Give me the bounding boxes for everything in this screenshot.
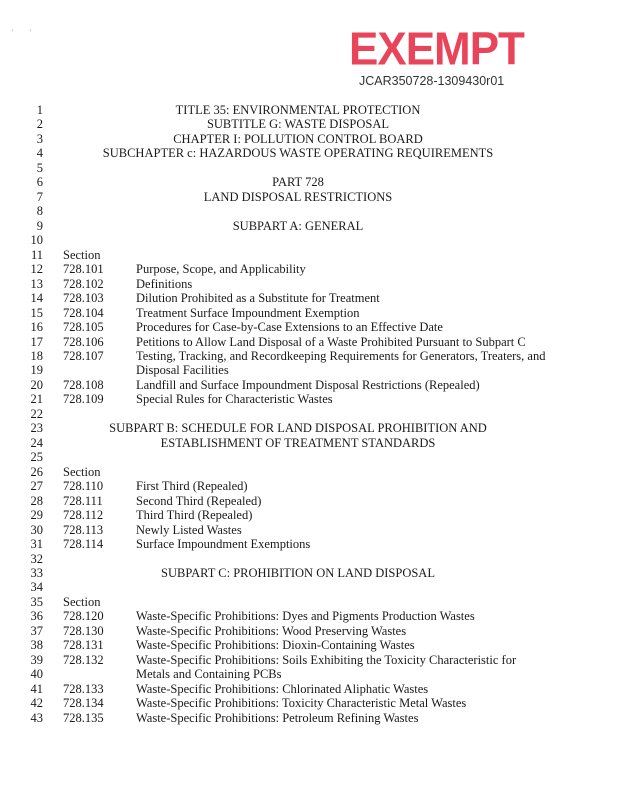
document-line: [0, 580, 618, 594]
document-line: [0, 624, 618, 638]
heading-text: SUBCHAPTER c: HAZARDOUS WASTE OPERATING REQUIREMENTS: [102, 146, 494, 161]
line-number: 18: [30, 348, 43, 363]
line-number: 22: [30, 406, 43, 421]
line-number: 8: [36, 204, 43, 219]
line-number: 2: [36, 117, 43, 132]
line-number: 41: [30, 681, 43, 696]
line-number: 30: [30, 522, 43, 537]
section-description: Waste-Specific Prohibitions: Dyes and Pigments Production Wastes: [136, 609, 475, 624]
section-description: Waste-Specific Prohibitions: Dioxin-Containing Wastes: [136, 638, 415, 653]
heading-text: SUBPART A: GENERAL: [232, 218, 364, 233]
document-line: [0, 421, 618, 435]
document-line: [0, 349, 618, 363]
section-number: 728.111: [63, 493, 103, 508]
document-line: [0, 696, 618, 710]
section-description: Waste-Specific Prohibitions: Toxicity Characteristic Metal Wastes: [136, 696, 467, 711]
document-line: [0, 248, 618, 262]
document-line: [0, 233, 618, 247]
document-line: [0, 508, 618, 522]
document-line: [0, 146, 618, 160]
section-description: Special Rules for Characteristic Wastes: [136, 392, 333, 407]
line-number: 42: [30, 696, 43, 711]
section-number: 728.104: [63, 305, 104, 320]
document-line: [0, 566, 618, 580]
section-description: Purpose, Scope, and Applicability: [136, 262, 306, 277]
section-description: Second Third (Repealed): [136, 493, 262, 508]
section-description: Waste-Specific Prohibitions: Soils Exhibiting the Toxicity Characteristic for: [136, 652, 517, 667]
line-number: 36: [30, 609, 43, 624]
section-number: 728.103: [63, 291, 104, 306]
line-number: 15: [30, 305, 43, 320]
document-line: [0, 638, 618, 652]
section-number: 728.105: [63, 320, 104, 335]
document-body: [0, 103, 618, 725]
section-number: 728.106: [63, 334, 104, 349]
section-description: Surface Impoundment Exemptions: [136, 537, 311, 552]
section-description: First Third (Repealed): [136, 479, 248, 494]
section-description: Petitions to Allow Land Disposal of a Waste Prohibited Pursuant to Subpart C: [136, 334, 526, 349]
document-line: [0, 436, 618, 450]
section-number: 728.113: [63, 522, 104, 537]
document-line: [0, 132, 618, 146]
section-number: 728.131: [63, 638, 104, 653]
document-line: [0, 306, 618, 320]
section-number: 728.132: [63, 652, 104, 667]
section-number: 728.134: [63, 696, 104, 711]
line-number: 10: [30, 233, 43, 248]
section-number: 728.112: [63, 508, 104, 523]
section-number: Section: [63, 247, 101, 262]
line-number: 7: [36, 189, 43, 204]
heading-text: TITLE 35: ENVIRONMENTAL PROTECTION: [175, 103, 421, 117]
document-line: [0, 219, 618, 233]
line-number: 23: [30, 421, 43, 436]
section-number: 728.110: [63, 479, 104, 494]
line-number: 26: [30, 464, 43, 479]
section-number: 728.133: [63, 681, 104, 696]
document-line: [0, 523, 618, 537]
line-number: 33: [30, 566, 43, 580]
document-line: [0, 262, 618, 276]
section-description: Landfill and Surface Impoundment Disposal Restrictions (Repealed): [136, 377, 480, 392]
line-number: 40: [30, 667, 43, 682]
line-number: 11: [30, 247, 43, 262]
line-number: 19: [30, 363, 43, 378]
exempt-stamp: EXEMPT: [349, 23, 524, 76]
line-number: 1: [36, 103, 43, 117]
line-number: 20: [30, 377, 43, 392]
section-description: Waste-Specific Prohibitions: Petroleum Refining Wastes: [136, 710, 419, 725]
line-number: 17: [30, 334, 43, 349]
line-number: 14: [30, 291, 43, 306]
document-line: [0, 204, 618, 218]
line-number: 5: [36, 160, 43, 175]
section-number: 728.108: [63, 377, 104, 392]
heading-text: SUBTITLE G: WASTE DISPOSAL: [206, 117, 390, 132]
line-number: 35: [30, 594, 43, 609]
section-description: Treatment Surface Impoundment Exemption: [136, 305, 360, 320]
section-description: Definitions: [136, 276, 193, 291]
line-number: 34: [30, 580, 43, 595]
section-number: 728.130: [63, 623, 104, 638]
line-number: 29: [30, 508, 43, 523]
line-number: 13: [30, 276, 43, 291]
section-description: Disposal Facilities: [136, 363, 229, 378]
heading-text: PART 728: [272, 175, 324, 190]
section-description: Waste-Specific Prohibitions: Wood Preserving Wastes: [136, 623, 407, 638]
document-line: [0, 320, 618, 334]
line-number: 21: [30, 392, 43, 407]
document-line: [0, 552, 618, 566]
section-description: Metals and Containing PCBs: [136, 667, 282, 682]
section-number: 728.102: [63, 276, 104, 291]
document-line: [0, 494, 618, 508]
section-description: Dilution Prohibited as a Substitute for Treatment: [136, 291, 380, 306]
document-line: [0, 392, 618, 406]
document-line: [0, 667, 618, 681]
document-line: [0, 190, 618, 204]
line-number: 3: [36, 131, 43, 146]
line-number: 31: [30, 537, 43, 552]
document-line: [0, 450, 618, 464]
line-number: 12: [30, 262, 43, 277]
line-number: 28: [30, 493, 43, 508]
line-number: 6: [36, 175, 43, 190]
document-line: [0, 479, 618, 493]
document-line: [0, 277, 618, 291]
heading-text: SUBPART B: SCHEDULE FOR LAND DISPOSAL PROHIBITION AND: [109, 421, 487, 436]
section-number: 728.114: [63, 537, 104, 552]
document-line: [0, 465, 618, 479]
line-number: 37: [30, 623, 43, 638]
line-number: 4: [36, 146, 43, 161]
document-line: [0, 609, 618, 623]
document-line: [0, 103, 618, 117]
line-number: 24: [30, 435, 43, 450]
section-description: Newly Listed Wastes: [136, 522, 242, 537]
section-number: 728.109: [63, 392, 104, 407]
line-number: 9: [36, 218, 43, 233]
document-line: [0, 537, 618, 551]
heading-text: LAND DISPOSAL RESTRICTIONS: [203, 189, 393, 204]
document-id: JCAR350728-1309430r01: [359, 74, 505, 88]
document-line: [0, 175, 618, 189]
line-number: 25: [30, 450, 43, 465]
document-line: [0, 291, 618, 305]
section-number: 728.135: [63, 710, 104, 725]
document-line: [0, 335, 618, 349]
section-number: 728.120: [63, 609, 104, 624]
section-description: Third Third (Repealed): [136, 508, 253, 523]
line-number: 39: [30, 652, 43, 667]
section-description: Procedures for Case-by-Case Extensions to an Effective Date: [136, 320, 443, 335]
section-number: 728.107: [63, 348, 104, 363]
line-number: 16: [30, 320, 43, 335]
section-number: Section: [63, 464, 101, 479]
line-number: 38: [30, 638, 43, 653]
heading-text: SUBPART C: PROHIBITION ON LAND DISPOSAL: [161, 566, 435, 580]
line-number: 27: [30, 479, 43, 494]
heading-text: CHAPTER I: POLLUTION CONTROL BOARD: [173, 131, 423, 146]
document-line: [0, 711, 618, 725]
document-line: [0, 161, 618, 175]
document-line: [0, 117, 618, 131]
document-line: [0, 682, 618, 696]
section-description: Testing, Tracking, and Recordkeeping Requirements for Generators, Treaters, and: [136, 348, 546, 363]
section-description: Waste-Specific Prohibitions: Chlorinated Aliphatic Wastes: [136, 681, 429, 696]
document-line: [0, 363, 618, 377]
scan-specks: ' ': [12, 28, 31, 37]
line-number: 32: [30, 551, 43, 566]
section-number: 728.101: [63, 262, 104, 277]
document-line: [0, 595, 618, 609]
section-number: Section: [63, 594, 101, 609]
heading-text: ESTABLISHMENT OF TREATMENT STANDARDS: [160, 435, 436, 450]
document-line: [0, 407, 618, 421]
line-number: 43: [30, 710, 43, 725]
document-line: [0, 378, 618, 392]
document-line: [0, 653, 618, 667]
